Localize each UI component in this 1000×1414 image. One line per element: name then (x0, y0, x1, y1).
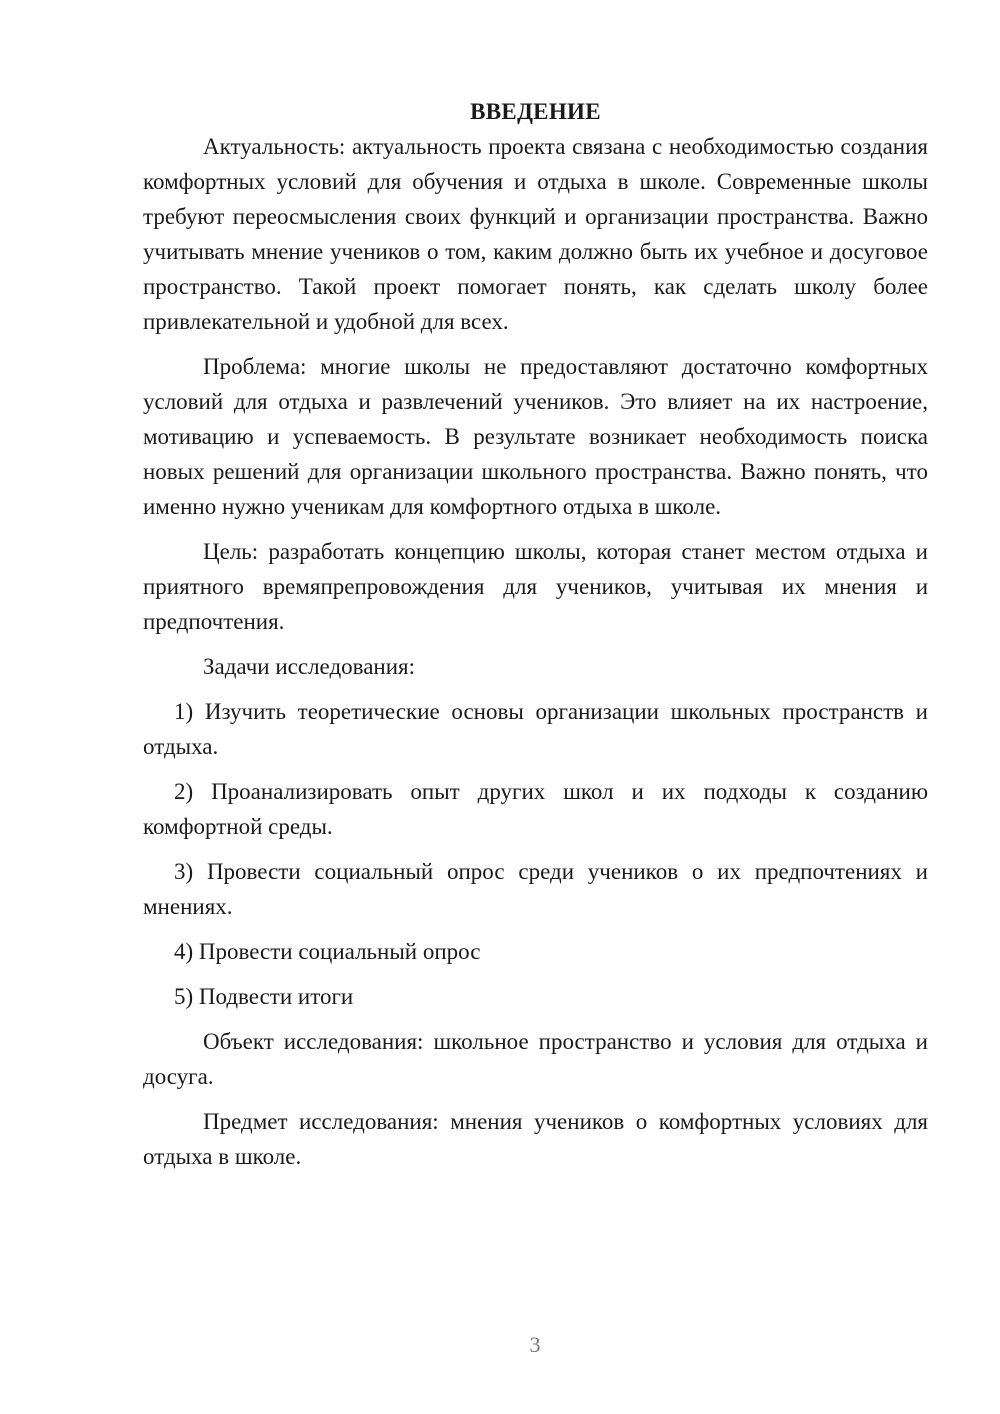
paragraph-subject: Предмет исследования: мнения учеников о комфортных условиях для отдыха в школе. (143, 1109, 928, 1169)
document-body (143, 94, 928, 1184)
paragraph-goal: Цель: разработать концепцию школы, которая станет местом отдыха и приятного времяпрепровождения для учеников, учитывая их мнения и предпочтения. (143, 539, 928, 634)
paragraph-object: Объект исследования: школьное пространство и условия для отдыха и досуга. (143, 1029, 928, 1089)
section-heading: ВВЕДЕНИЕ (470, 99, 601, 124)
task-item-4: 4) Провести социальный опрос (174, 939, 481, 964)
task-item-1: 1) Изучить теоретические основы организации школьных пространств и отдыха. (143, 699, 928, 759)
paragraph-relevance: Актуальность: актуальность проекта связана с необходимостью создания комфортных условий для обучения и отдыха в школе. Современные школы требуют переосмысления своих функций и организации пространства. Важно учитывать мнение учеников о том, каким должно быть их учебное и досуговое пространство. Такой проект помогает понять, как сделать школу более привлекательной и удобной для всех. (143, 134, 928, 334)
task-item-3: 3) Провести социальный опрос среди учеников о их предпочтениях и мнениях. (143, 859, 928, 919)
paragraph-problem: Проблема: многие школы не предоставляют достаточно комфортных условий для отдыха и развлечений учеников. Это влияет на их настроение, мотивацию и успеваемость. В результате возникает необходимость поиска новых решений для организации школьного пространства. Важно понять, что именно нужно ученикам для комфортного отдыха в школе. (143, 354, 928, 519)
tasks-title: Задачи исследования: (203, 654, 416, 679)
task-item-5: 5) Подвести итоги (174, 984, 354, 1009)
task-item-2: 2) Проанализировать опыт других школ и их подходы к созданию комфортной среды. (143, 779, 928, 839)
page-number: 3 (529, 1332, 541, 1357)
